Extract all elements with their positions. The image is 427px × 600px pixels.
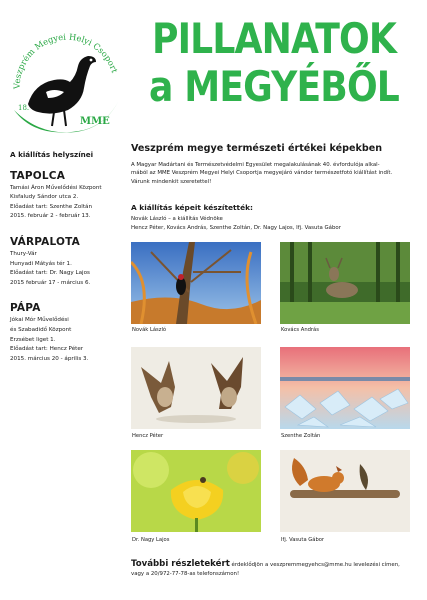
logo-number: 18. [18, 104, 30, 112]
squirrel-photo [280, 450, 410, 532]
authors-list [131, 215, 341, 232]
subtitle: Veszprém megye természeti értékei képekben [131, 143, 383, 154]
yellow-flower-photo [131, 450, 261, 532]
location-line: Tamási Áron Művelődési Központ [10, 184, 102, 191]
buzzards-photo [131, 347, 261, 429]
logo-arc-text: Veszprém Megyei Helyi Csoport [11, 32, 120, 90]
photo-caption: Kovács András [281, 327, 319, 333]
location-line: Kisfaludy Sándor utca 2. [10, 194, 79, 201]
location-line: Előadást tart: Hencz Péter [10, 346, 84, 353]
authors-heading: A kiállítás képeit készítették: [131, 203, 253, 212]
city-name: PÁPA [10, 302, 41, 315]
page-title [128, 14, 420, 111]
exhibition-places-heading: A kiállítás helyszínei [10, 150, 94, 159]
city-name: TAPOLCA [10, 169, 66, 182]
location-tapolca [10, 170, 122, 222]
exhibition-places [10, 150, 122, 378]
contact-lead: További részletekért [131, 559, 230, 569]
city-name: VÁRPALOTA [10, 235, 80, 248]
authors-line: Hencz Péter, Kovács András, Szenthe Zoltán, Dr. Nagy Lajos, Ifj. Vasuta Gábor [131, 224, 341, 231]
intro-line: mából az MME Veszprém Megyei Helyi Csoportja megyejáró vándor természetfotó kiállítást indít. [131, 170, 393, 177]
intro-line: A Magyar Madártani és Természetvédelmi Egyesület megalakulásának 40. évfordulója alkal- [131, 162, 380, 168]
photo-caption: Ifj. Vasuta Gábor [281, 537, 325, 543]
location-line: és Szabadidő Központ [10, 326, 72, 333]
location-line: Jókai Mór Művelődési [10, 317, 69, 324]
location-line: Thury-Vár [10, 250, 37, 257]
location-line: Előadást tart: Dr. Nagy Lajos [10, 270, 90, 277]
title-line-2: a MEGYÉBŐL [149, 62, 399, 111]
location-line: 2015. március 20 - április 3. [10, 355, 89, 362]
location-papa [10, 302, 122, 364]
logo-mme: MME [80, 116, 110, 127]
deer-photo [280, 242, 410, 324]
location-line: 2015 február 17 - március 6. [10, 279, 91, 286]
authors-line: Novák László – a kiállítás Védnöke [131, 216, 223, 222]
intro-text [131, 161, 413, 186]
contact-line: vagy a 20/972-77-78-as telefonszámon! [131, 570, 240, 577]
contact-info [131, 560, 421, 578]
location-line: Erzsébet liget 1. [10, 336, 56, 343]
photo-caption: Novák László [132, 327, 167, 333]
photo-caption: Szenthe Zoltán [281, 433, 321, 439]
mme-logo [6, 32, 124, 138]
location-varpalota [10, 236, 122, 288]
photo-caption: Hencz Péter [132, 433, 164, 439]
location-line: Előadást tart: Szenthe Zoltán [10, 203, 92, 210]
title-line-1: PILLANATOK [151, 14, 396, 63]
location-line: Hunyadi Mátyás tér 1. [10, 260, 72, 267]
location-line: 2015. február 2 - február 13. [10, 213, 91, 220]
contact-line: érdeklődjön a veszpremmegyehcs@mme.hu levelezési címen, [229, 562, 400, 568]
intro-line: Várunk mindenkit szeretettel! [131, 178, 212, 185]
ice-lake-photo [280, 347, 410, 429]
photo-caption: Dr. Nagy Lajos [132, 537, 170, 543]
woodpecker-photo [131, 242, 261, 324]
